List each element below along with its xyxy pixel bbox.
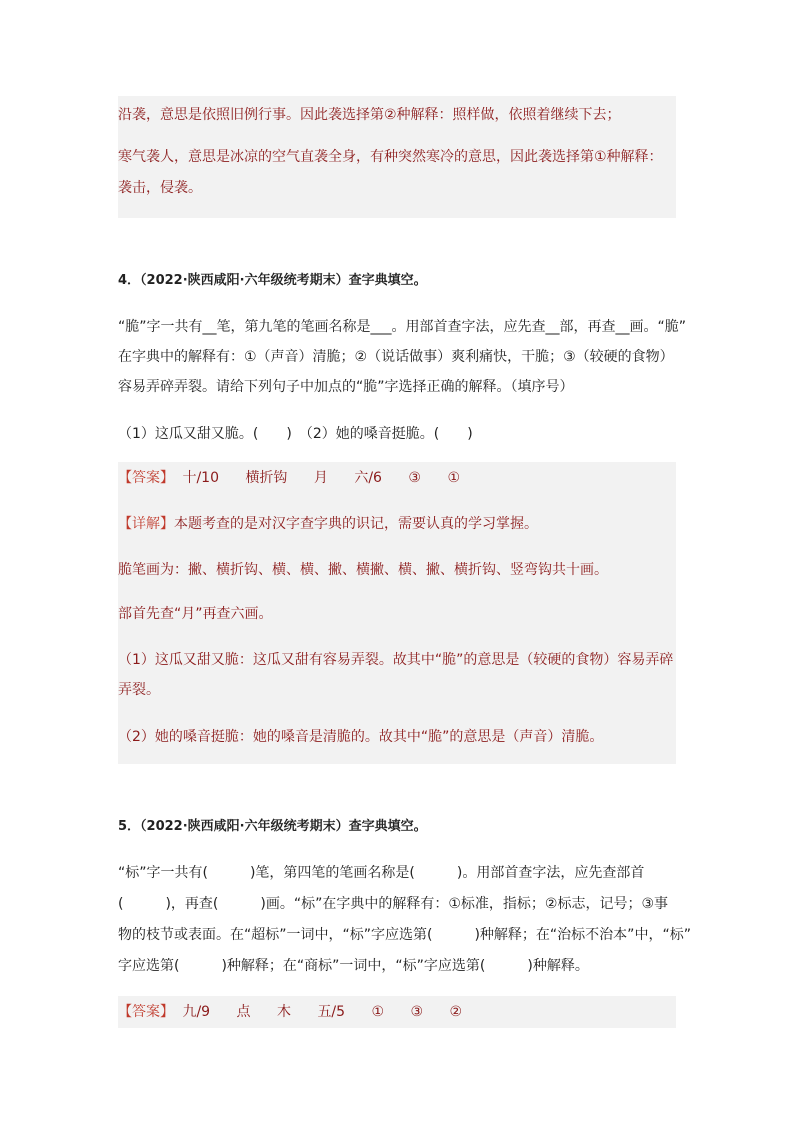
- answer-item: 木: [276, 1004, 291, 1020]
- q4-answer-row: [118, 468, 460, 488]
- top-box-line-2: 寒气袭人，意思是冰凉的空气直袭全身，有种突然寒冷的意思，因此袭选择第①种解释：: [118, 149, 663, 165]
- detail-label: 【详解】: [118, 516, 174, 532]
- top-box-line-1: 沿袭，意思是依照旧例行事。因此袭选择第②种解释：照样做，依照着继续下去；: [118, 107, 621, 123]
- q5-body-line-1: “标”字一共有( )笔，第四笔的笔画名称是( )。用部首查字法，应先查部首: [118, 865, 645, 881]
- answer-item: ①: [447, 470, 460, 486]
- q4-explanation-2: （2）她的嗓音挺脆：她的嗓音是清脆的。故其中“脆”的意思是（声音）清脆。: [118, 729, 604, 745]
- answer-item: ③: [408, 470, 421, 486]
- q5-body-line-2: ( )，再查( )画。“标”在字典中的解释有：①标准，指标；②标志，记号；③事: [118, 896, 669, 912]
- answer-item: 横折钩: [245, 470, 288, 486]
- q4-body-line-3: 容易弄碎弄裂。请给下列句子中加点的“脆”字选择正确的解释。（填序号）: [118, 379, 574, 395]
- q4-strokes: 脆笔画为：撇、横折钩、横、横、撇、横撇、横、撇、横折钩、竖弯钩共十画。: [118, 562, 608, 578]
- answer-item: ①: [371, 1004, 385, 1020]
- q4-title: 4．（2022·陕西咸阳·六年级统考期末）查字典填空。: [118, 273, 427, 288]
- q4-detail-row: [118, 514, 538, 534]
- answer-label: 【答案】: [118, 470, 174, 486]
- answer-item: 五/5: [317, 1004, 346, 1020]
- q5-title: 5．（2022·陕西咸阳·六年级统考期末）查字典填空。: [118, 819, 427, 834]
- q4-explanation-1b: 弄裂。: [118, 682, 160, 698]
- q4-body-line-2: 在字典中的解释有：①（声音）清脆；②（说话做事）爽利痛快，干脆；③（较硬的食物）: [118, 349, 674, 365]
- answer-item: 九/9: [182, 1004, 211, 1020]
- answer-item: 六/6: [354, 470, 382, 486]
- q5-answer-row: [118, 1002, 462, 1022]
- answer-item: 月: [313, 470, 328, 486]
- q5-body-line-3: 物的枝节或表面。在“超标”一词中，“标”字应选第( )种解释；在“治标不治本”中，“标”: [118, 927, 691, 943]
- answer-label: 【答案】: [118, 1004, 174, 1020]
- q4-radical: 部首先查“月”再查六画。: [118, 606, 273, 622]
- answer-item: ③: [410, 1004, 424, 1020]
- q4-explanation-1a: （1）这瓜又甜又脆：这瓜又甜有容易弄裂。故其中“脆”的意思是（较硬的食物）容易弄碎: [118, 652, 674, 668]
- answer-item: 十/10: [182, 470, 219, 486]
- top-box-line-3: 袭击，侵袭。: [118, 180, 202, 196]
- q5-body-line-4: 字应选第( )种解释；在“商标”一词中，“标”字应选第( )种解释。: [118, 958, 589, 974]
- detail-text: 本题考查的是对汉字查字典的识记，需要认真的学习掌握。: [174, 516, 538, 532]
- q4-body-line-1: “脆”字一共有__笔，第九笔的笔画名称是___。用部首查字法，应先查__部，再查__画。“脆”: [118, 319, 687, 335]
- answer-item: 点: [236, 1004, 251, 1020]
- q4-subquestions: （1）这瓜又甜又脆。( ) （2）她的嗓音挺脆。( ): [118, 426, 473, 442]
- answer-item: ②: [449, 1004, 463, 1020]
